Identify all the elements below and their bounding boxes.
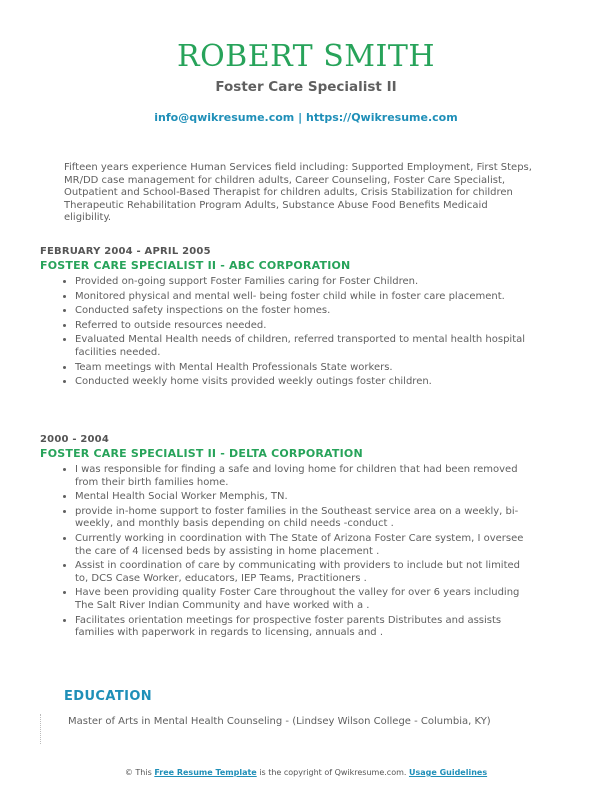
education-entry: Master of Arts in Mental Health Counseling - (Lindsey Wilson College - Columbia, KY) <box>68 716 491 727</box>
experience-dates: 2000 - 2004 <box>40 434 109 445</box>
experience-role: FOSTER CARE SPECIALIST II - DELTA CORPORATION <box>40 447 363 460</box>
bullet-item: • Conducted safety inspections on the foster homes. <box>75 305 535 318</box>
bullet-item: • provide in-home support to foster families in the Southeast service area on a weekly, bi-weekly, and monthly basis depending on child needs -conduct . <box>75 506 535 531</box>
bullet-item: • Assist in coordination of care by communicating with providers to include but not limited to, DCS Case Worker, educators, IEP Teams, Practitioners . <box>75 560 535 585</box>
bullet-item: • Team meetings with Mental Health Professionals State workers. <box>75 362 535 375</box>
experience-role: FOSTER CARE SPECIALIST II - ABC CORPORATION <box>40 259 351 272</box>
footer-middle: is the copyright of Qwikresume.com. <box>259 768 407 777</box>
experience-bullets <box>58 276 535 391</box>
candidate-name: ROBERT SMITH <box>176 39 436 74</box>
free-resume-template-link[interactable]: Free Resume Template <box>154 768 257 777</box>
bullet-item: • I was responsible for finding a safe and loving home for children that had been removed from their birth families home. <box>75 464 535 489</box>
bullet-item: • Have been providing quality Foster Care throughout the valley for over 6 years including The Salt River Indian Community and have worked with a . <box>75 587 535 612</box>
education-divider <box>40 714 41 744</box>
usage-guidelines-link[interactable]: Usage Guidelines <box>408 768 488 777</box>
bullet-item: • Monitored physical and mental well- being foster child while in foster care placement. <box>75 291 535 304</box>
contact-separator: | <box>298 111 303 124</box>
email-link[interactable]: info@qwikresume.com <box>154 111 295 124</box>
bullet-item: • Facilitates orientation meetings for prospective foster parents Distributes and assists families with paperwork in regards to licensing, annuals and . <box>75 615 535 640</box>
bullet-item: • Mental Health Social Worker Memphis, TN. <box>75 491 535 504</box>
bullet-item: • Referred to outside resources needed. <box>75 320 535 333</box>
footer-prefix: © This <box>124 768 152 777</box>
copyright-footer <box>0 768 612 778</box>
experience-dates: FEBRUARY 2004 - APRIL 2005 <box>40 246 211 257</box>
job-title: Foster Care Specialist II <box>215 79 397 95</box>
contact-line <box>0 111 612 125</box>
summary-paragraph: Fifteen years experience Human Services field including: Supported Employment, First Steps, MR/DD case management for children adults, Career Counseling, Foster Care Specialist, Outpatient and School-Based Therapist for children adults, Crisis Stabilization for children Therapeutic Rehabilitation Program Adults, Substance Abuse Food Benefits Medicaid eligibility. <box>64 162 532 224</box>
bullet-item: • Evaluated Mental Health needs of children, referred transported to mental health hospital facilities needed. <box>75 334 535 359</box>
website-link[interactable]: https://Qwikresume.com <box>305 111 458 124</box>
bullet-item: • Currently working in coordination with The State of Arizona Foster Care system, I oversee the care of 4 licensed beds by assisting in home placement . <box>75 533 535 558</box>
experience-bullets <box>58 464 535 642</box>
bullet-item: • Conducted weekly home visits provided weekly outings foster children. <box>75 376 535 389</box>
education-heading: EDUCATION <box>64 689 153 704</box>
bullet-item: • Provided on-going support Foster Families caring for Foster Children. <box>75 276 535 289</box>
